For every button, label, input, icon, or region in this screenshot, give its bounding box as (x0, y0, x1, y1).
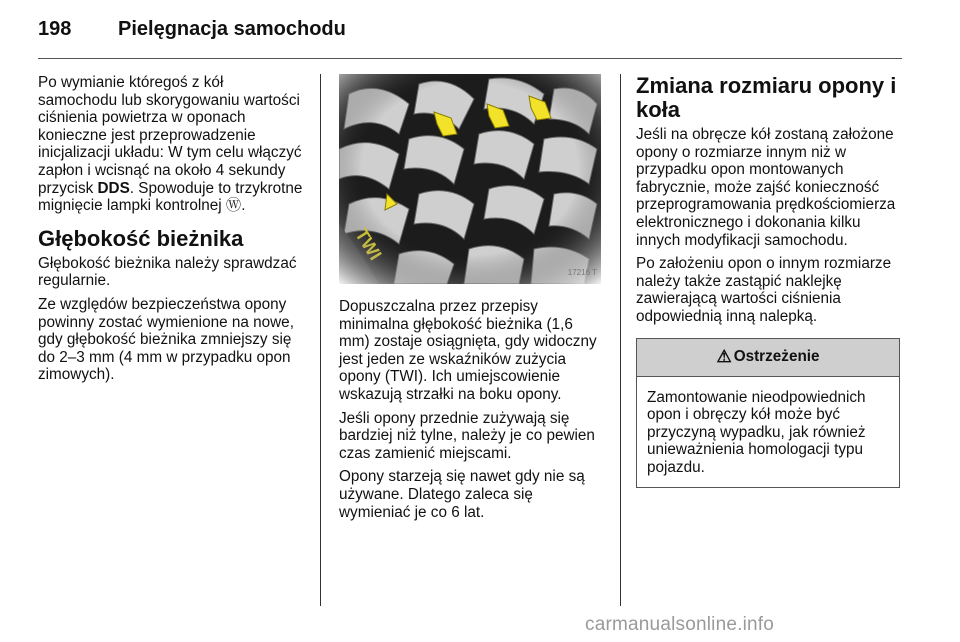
page-number: 198 (38, 18, 72, 40)
header-rule (38, 58, 902, 59)
column-2 (339, 74, 605, 527)
warning-triangle-icon: ⚠ (716, 347, 732, 367)
watermark: carmanualsonline.info (585, 614, 775, 635)
tyre-tread-illustration (339, 74, 601, 284)
tyre-size-paragraph-1: Jeśli na obręcze kół zostaną założone opony o rozmiarze innym niż w przypadku opon montowanych fabrycznie, może zajść konieczność przeprogramowania prędkościomierza elektronicznego i dokonania kilku innych modyfikacji samochodu. (636, 126, 896, 249)
warning-body: Zamontowanie nieodpowiednich opon i obręczy kół może być przyczyną wypadku, jak również unieważnienia homologacji typu pojazdu. (647, 388, 866, 476)
column-divider-2 (620, 74, 621, 606)
warning-header (637, 339, 899, 377)
tyre-size-paragraph-2: Po założeniu opon o innym rozmiarze należy także zastąpić naklejkę zawierającą wartości ciśnienia odpowiednią inną nalepką. (636, 255, 892, 325)
tread-paragraph-2: Ze względów bezpieczeństwa opony powinny zostać wymienione na nowe, gdy głębokość bieżnika zmniejszy się do 2–3 mm (4 mm w przypadku opon zimowych). (38, 295, 294, 384)
tread-paragraph-1: Głębokość bieżnika należy sprawdzać regularnie. (38, 254, 297, 290)
tyre-tread-image (339, 74, 601, 284)
column-divider-1 (320, 74, 321, 606)
column-1 (38, 74, 304, 390)
tread-depth-heading: Głębokość bieżnika (38, 225, 244, 251)
tyre-size-heading: Zmiana rozmiaru opony i koła (636, 73, 897, 122)
page-header (38, 18, 346, 44)
figure-code: 17216 T (567, 268, 597, 278)
warning-lamp-icon: Ⓦ (225, 197, 242, 215)
twi-paragraph-1: Dopuszczalna przez przepisy minimalna głębokość bieżnika (1,6 mm) zostaje osiągnięta, gdy widoczny jest jeden ze wskaźników zużycia opony (TWI). Ich umiejscowienie wskazują strzałki na boku opony. (339, 298, 597, 403)
warning-title: Ostrzeżenie (733, 348, 820, 366)
intro-paragraph: Po wymianie któregoś z kół samochodu lub skorygowaniu wartości ciśnienia powietrza w oponach konieczne jest przeprowadzenie inicjalizacji układu: W tym celu włączyć zapłon i wcisnąć na około 4 sekundy przycisk DDS. Spowoduje to trzykrotne mignięcie lampki kontrolnej Ⓦ. (38, 74, 303, 215)
twi-paragraph-3: Opony starzeją się nawet gdy nie są używane. Dlatego zaleca się wymieniać je co 6 lat. (339, 468, 585, 521)
column-3 (636, 74, 902, 488)
twi-paragraph-2: Jeśli opony przednie zużywają się bardziej niż tylne, należy je co pewien czas zamienić miejscami. (339, 409, 595, 462)
warning-box (636, 338, 900, 488)
section-title: Pielęgnacja samochodu (118, 18, 346, 40)
dds-button-label: DDS (97, 179, 130, 197)
